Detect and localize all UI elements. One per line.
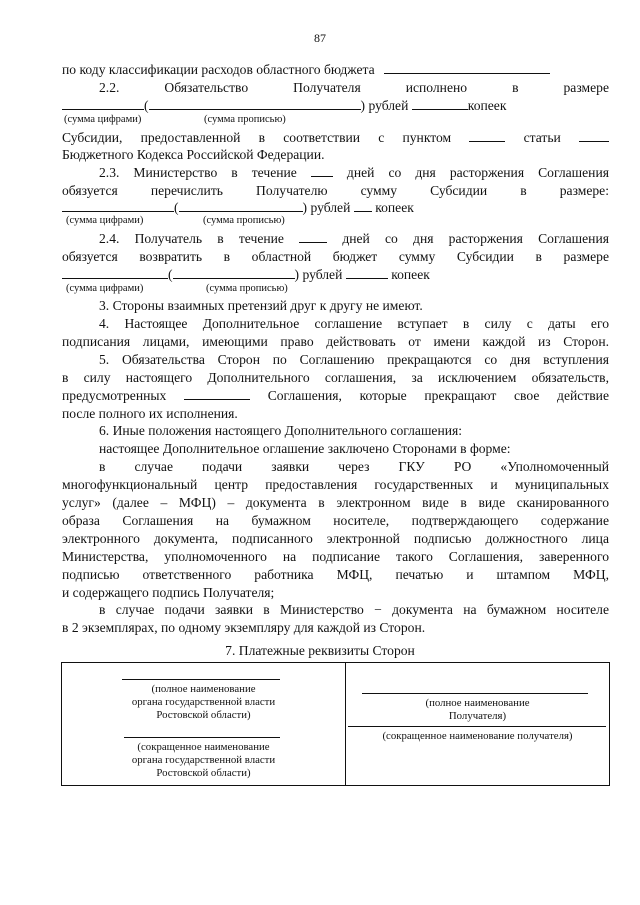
budget-code-line: по коду классификации расходов областного бюджета — [62, 61, 609, 78]
amount-digits-field[interactable] — [62, 97, 144, 110]
clause-5-end: после полного их исполнения. — [62, 406, 238, 421]
caption-sum-digits: (сумма цифрами) — [66, 215, 144, 226]
caption-sum-digits: (сумма цифрами) — [66, 283, 144, 294]
right-short-name-line[interactable] — [348, 726, 606, 727]
payment-details-table — [61, 662, 610, 786]
clause-2-2-subsidy: Субсидии, предоставленной в соответствии с пунктом статьи — [62, 129, 609, 146]
point-field[interactable] — [469, 129, 505, 142]
section-7-title: 7. Платежные реквизиты Сторон — [225, 643, 415, 658]
caption-sum-words: (сумма прописью) — [203, 215, 285, 226]
caption-sum-words: (сумма прописью) — [206, 283, 288, 294]
kopecks-field[interactable] — [354, 199, 372, 212]
clause-2-2: 2.2. Обязательство Получателя исполнено в размере — [99, 80, 609, 95]
amount-line-2-3: ( ) рублей копеек — [62, 199, 609, 216]
amount-digits-field[interactable] — [62, 266, 168, 279]
clause-6-mfc-end: и содержащего подпись Получателя; — [62, 585, 275, 600]
amount-words-field[interactable] — [149, 97, 361, 110]
amount-line-2-4: ( ) рублей копеек — [62, 266, 609, 283]
left-short-name-line[interactable] — [124, 737, 280, 738]
amount-words-field[interactable] — [179, 199, 303, 212]
clause-6-form: настоящее Дополнительное оглашение заключено Сторонами в форме: — [99, 441, 511, 456]
left-full-name-caption: (полное наименование органа государственной власти Ростовской области) — [131, 683, 276, 721]
clause-2-3-text: обязуется перечислить Получателю сумму Субсидии в размере: — [62, 183, 609, 198]
kopecks-field[interactable] — [346, 266, 388, 279]
article-field[interactable] — [579, 129, 609, 142]
clause-3: 3. Стороны взаимных претензий друг к другу не имеют. — [99, 298, 423, 313]
column-divider — [345, 663, 346, 785]
clause-6-mfc-cont: образа Соглашения на бумажном носителе, подтверждающего содержание — [62, 513, 609, 528]
days-field[interactable] — [299, 230, 327, 243]
right-short-name-caption: (сокращенное наименование получателя) — [382, 730, 573, 742]
clause-2-4: 2.4. Получатель в течение дней со дня расторжения Соглашения — [99, 231, 609, 246]
blank-field[interactable] — [384, 61, 550, 74]
left-full-name-line[interactable] — [122, 679, 280, 680]
clause-6-mfc-cont: электронного документа, подписанного электронной подписью должностного лица — [62, 531, 609, 546]
clause-6: 6. Иные положения настоящего Дополнительного соглашения: — [99, 423, 463, 438]
page-number: 87 — [314, 31, 326, 45]
clause-6-mfc-cont: услуг» (далее – МФЦ) – документа в электронном виде в виде сканированного — [62, 495, 609, 510]
left-short-name-caption: (сокращенное наименование органа государственной власти Ростовской области) — [131, 741, 276, 779]
kopecks-field[interactable] — [412, 97, 468, 110]
clause-2-4-text: обязуется возвратить в областной бюджет сумму Субсидии в размере — [62, 249, 609, 264]
right-full-name-caption: (полное наименование Получателя) — [425, 697, 530, 722]
amount-line-2-2: ( ) рублей копеек — [62, 97, 609, 114]
blank-field[interactable] — [184, 387, 250, 400]
clause-5-cont2: предусмотренных Соглашения, которые прекращают свое действие — [62, 388, 609, 403]
clause-6-mfc-cont: многофункциональный центр предоставления государственных и муниципальных — [62, 477, 609, 492]
clause-6-mfc-cont: Министерства, уполномоченного на подписание такого Соглашения, заверенного — [62, 549, 609, 564]
caption-sum-digits: (сумма цифрами) — [64, 114, 142, 125]
amount-words-field[interactable] — [173, 266, 295, 279]
clause-4-cont: подписания лицами, имеющими право действовать от имени каждой из Сторон. — [62, 334, 609, 349]
right-full-name-line[interactable] — [362, 693, 588, 694]
clause-6-ministry-end: в 2 экземплярах, по одному экземпляру для каждой из Сторон. — [62, 620, 426, 635]
caption-sum-words: (сумма прописью) — [204, 114, 286, 125]
clause-6-mfc-cont: подписью ответственного работника МФЦ, печатью и штампом МФЦ, — [62, 567, 609, 582]
clause-6-mfc: в случае подачи заявки через ГКУ РО «Уполномоченный — [99, 459, 609, 474]
days-field[interactable] — [311, 164, 333, 177]
clause-4: 4. Настоящее Дополнительное соглашение вступает в силу с даты его — [99, 316, 609, 331]
amount-digits-field[interactable] — [62, 199, 174, 212]
clause-6-ministry: в случае подачи заявки в Министерство − документа на бумажном носителе — [99, 602, 609, 617]
budget-code-ref: Бюджетного Кодекса Российской Федерации. — [62, 147, 325, 162]
clause-5-cont: в силу настоящего Дополнительного соглашения, за исключением обязательств, — [62, 370, 609, 385]
clause-5: 5. Обязательства Сторон по Соглашению прекращаются со дня вступления — [99, 352, 609, 367]
clause-2-3: 2.3. Министерство в течение дней со дня расторжения Соглашения — [99, 165, 609, 180]
